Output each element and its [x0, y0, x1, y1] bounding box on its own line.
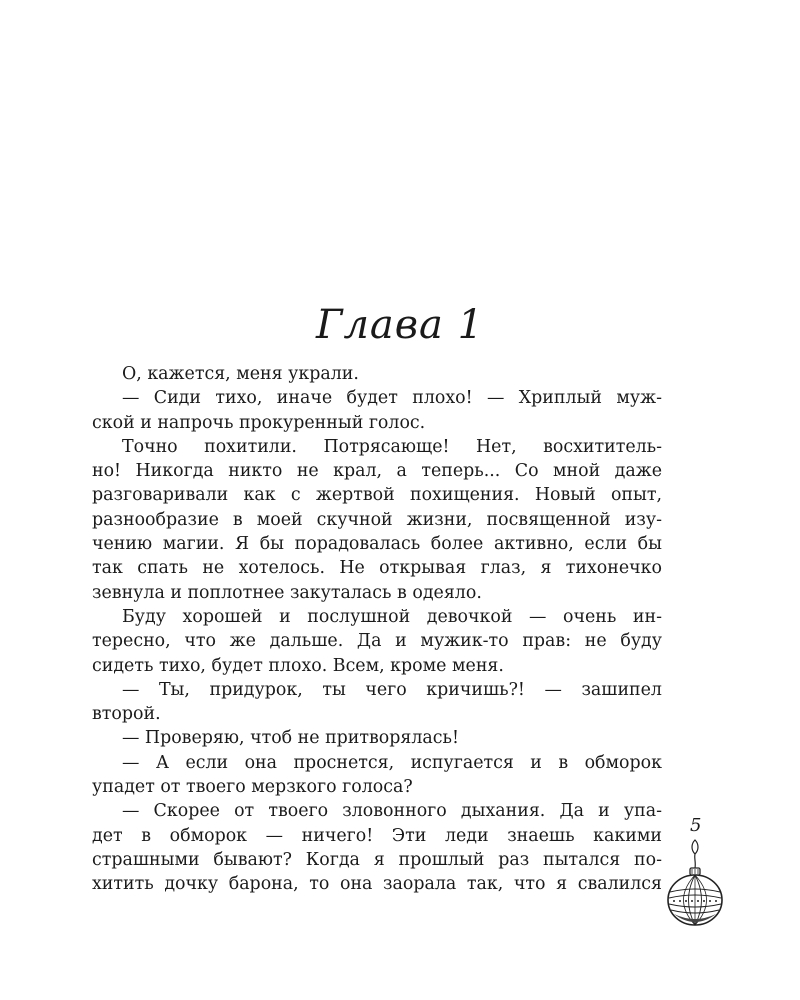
christmas-bauble-icon	[664, 838, 728, 930]
text-line: — Скорее от твоего зловонного дыхания. Да и упа-	[122, 801, 662, 822]
text-line: Точно похитили. Потрясающе! Нет, восхититель-	[122, 436, 662, 457]
text-line: чению магии. Я бы порадовалась более активно, если бы	[92, 534, 662, 555]
text-line: разнообразие в моей скучной жизни, посвященной изу-	[92, 509, 662, 530]
text-line: страшными бывают? Когда я прошлый раз пытался по-	[92, 849, 662, 870]
text-line: — А если она проснется, испугается и в обморок	[122, 752, 662, 773]
text-line: — Сиди тихо, иначе будет плохо! — Хриплый муж-	[122, 388, 662, 409]
text-line: зевнула и поплотнее закуталась в одеяло.	[92, 582, 482, 603]
text-line: дет в обморок — ничего! Эти леди знаешь какими	[92, 825, 662, 846]
text-line: — Проверяю, чтоб не притворялась!	[122, 728, 459, 749]
text-line: хитить дочку барона, то она заорала так, что я свалился	[92, 874, 662, 895]
text-line: Буду хорошей и послушной девочкой — очень ин-	[122, 606, 662, 627]
chapter-body	[92, 362, 662, 897]
text-line: упадет от твоего мерзкого голоса?	[92, 777, 413, 798]
text-line: сидеть тихо, будет плохо. Всем, кроме меня.	[92, 655, 504, 676]
chapter-title: Глава 1	[315, 302, 485, 348]
text-line: О, кажется, меня украли.	[122, 364, 359, 384]
text-line: — Ты, придурок, ты чего кричишь?! — зашипел	[122, 679, 662, 700]
text-line: так спать не хотелось. Не открывая глаз, я тихонечко	[92, 558, 662, 579]
text-line: ской и напрочь прокуренный голос.	[92, 412, 426, 433]
text-line: второй.	[92, 704, 161, 725]
text-line: но! Никогда никто не крал, а теперь... Со мной даже	[92, 461, 662, 482]
text-line: разговаривали как с жертвой похищения. Новый опыт,	[92, 485, 662, 506]
text-line: тересно, что же дальше. Да и мужик-то прав: не буду	[92, 631, 662, 652]
page-number: 5	[690, 815, 702, 836]
